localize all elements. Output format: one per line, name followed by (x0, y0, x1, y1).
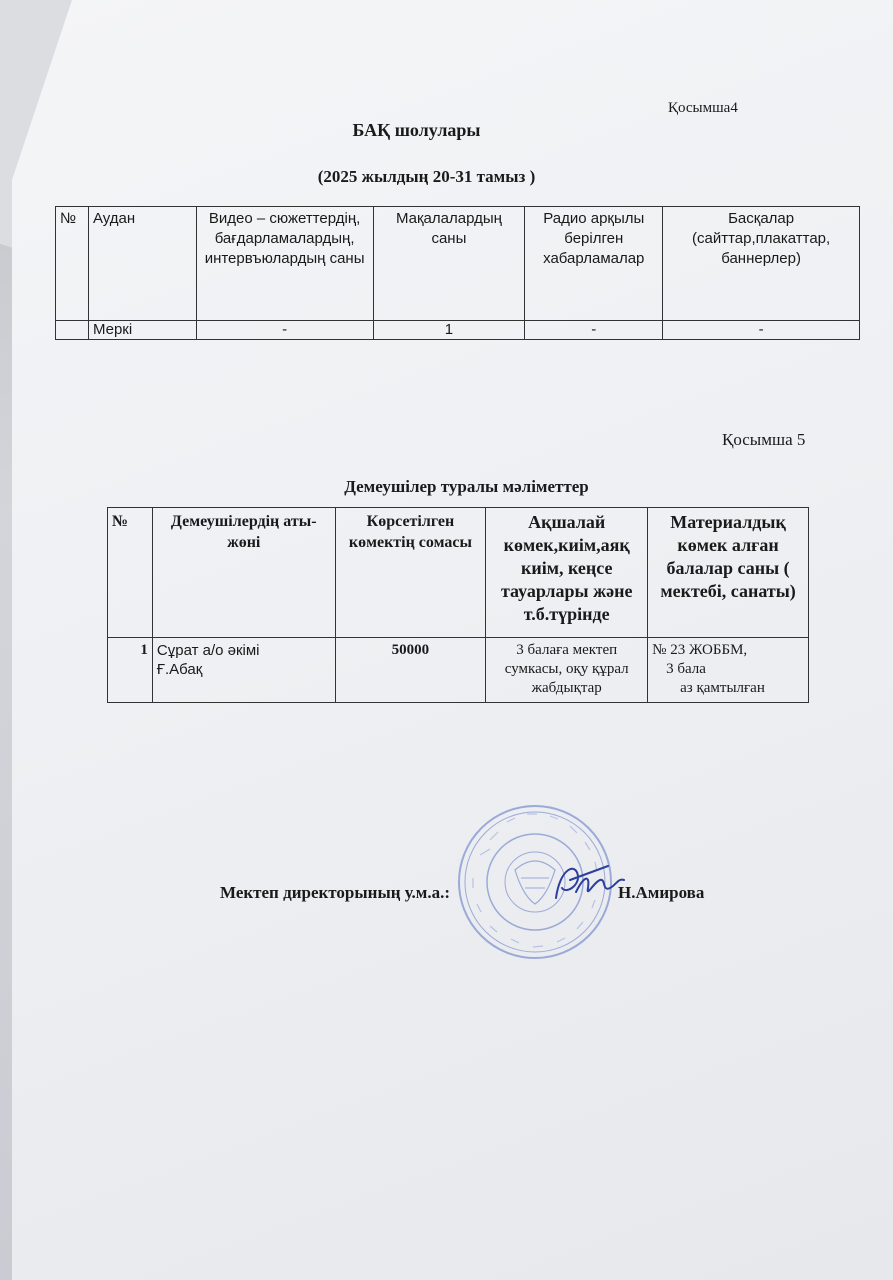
col-articles: Мақалалардың саны (373, 207, 525, 321)
media-table (55, 206, 860, 340)
cell-number (56, 321, 89, 340)
children-line1: № 23 ЖОББМ, (652, 642, 748, 658)
sponsor-name-line1: Сұрат а/о әкімі (156, 642, 260, 659)
col-number: № (108, 508, 153, 638)
cell-other: - (663, 321, 860, 340)
director-signature (548, 858, 628, 908)
col-amount: Көрсетілген көмектің сомасы (335, 508, 486, 638)
cell-aid-form: 3 балаға мектеп сумкасы, оқу құрал жабдықтар (486, 638, 648, 703)
col-video: Видео – сюжеттердің, бағдарламалардың, интервъюлардың саны (196, 207, 373, 321)
table-row (56, 321, 860, 340)
appendix-4-label: Қосымша4 (668, 100, 738, 116)
cell-radio: - (525, 321, 663, 340)
media-table-header (56, 207, 860, 321)
col-sponsor-name: Демеушілердің аты-жөні (152, 508, 335, 638)
cell-district: Меркі (88, 321, 196, 340)
signature-name: Н.Амирова (618, 883, 705, 902)
sponsors-table-header (108, 508, 809, 638)
appendix-5-label: Қосымша 5 (722, 430, 806, 449)
table-row (108, 638, 809, 703)
children-line2: 3 бала (666, 661, 706, 677)
col-district: Аудан (88, 207, 196, 321)
cell-sponsor-name (152, 638, 335, 703)
sponsor-name-line2: Ғ.Абақ (156, 661, 203, 678)
period-subtitle: (2025 жылдың 20-31 тамыз ) (317, 167, 536, 186)
cell-amount: 50000 (335, 638, 486, 703)
cell-video: - (196, 321, 373, 340)
col-aid-form: Ақшалай көмек,киім,аяқ киім, кеңсе тауарлары және т.б.түрінде (486, 508, 648, 638)
sponsors-title: Демеушілер туралы мәліметтер (344, 477, 589, 496)
col-number: № (56, 207, 89, 321)
cell-children (648, 638, 809, 703)
children-line3: аз қамтылған (680, 680, 765, 696)
cell-number: 1 (108, 638, 153, 703)
col-children: Материалдық көмек алған балалар саны ( мектебі, санаты) (648, 508, 809, 638)
cell-articles: 1 (373, 321, 525, 340)
sponsors-table (107, 507, 809, 703)
col-other: Басқалар (сайттар,плакаттар, баннерлер) (663, 207, 860, 321)
media-review-title: БАҚ шолулары (352, 120, 481, 140)
signature-position: Мектеп директорының у.м.а.: (220, 883, 451, 902)
col-radio: Радио арқылы берілген хабарламалар (525, 207, 663, 321)
